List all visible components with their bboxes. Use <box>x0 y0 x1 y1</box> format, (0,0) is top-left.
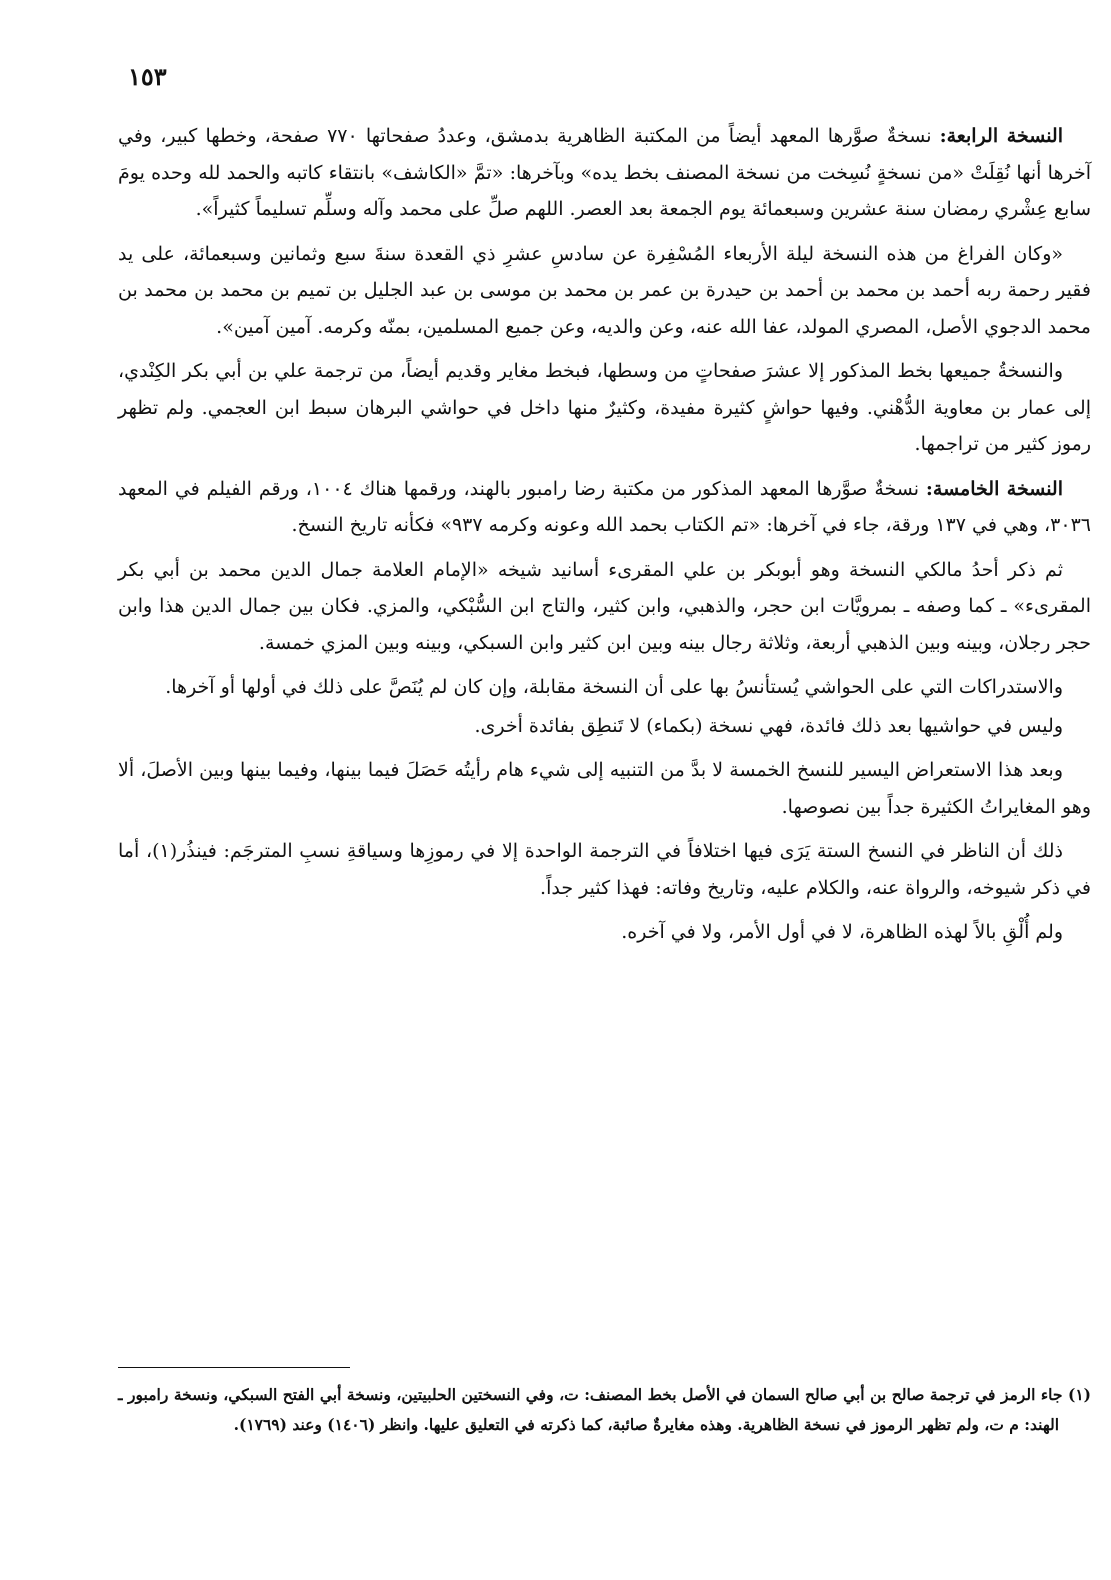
paragraph-hand-description <box>118 353 1091 463</box>
paragraph-owners <box>118 552 1091 662</box>
paragraph-closing <box>118 914 1091 951</box>
paragraph-margins <box>118 708 1091 745</box>
paragraph-colophon <box>118 236 1091 346</box>
paragraph-differences <box>118 833 1091 906</box>
paragraph-text: وليس في حواشيها بعد ذلك فائدة، فهي نسخة (بكماء) لا تَنطِق بفائدة أخرى. <box>474 714 1063 737</box>
footnote-divider <box>118 1367 350 1368</box>
paragraph-text: وبعد هذا الاستعراض اليسير للنسخ الخمسة لا بدَّ من التنبيه إلى شيء هام رأيتُه حَصَلَ فيما بينها، وفيما بينها وبين الأصلَ، ألا وهو المغايراتُ الكثيرة جداً بين نصوصها. <box>118 759 1091 818</box>
paragraph-text: والنسخةُ جميعها بخط المذكور إلا عشرَ صفحاتٍ من وسطها، فبخط مغاير وقديم أيضاً، من ترجمة علي بن أبي بكر الكِنْدي، إلى عمار بن معاوية الدُّهْني. وفيها حواشٍ كثيرة مفيدة، وكثيرٌ منها داخل في حواشي البرهان سبط ابن العجمي. ولم تظهر رموز كثير من تراجمها. <box>118 360 1091 455</box>
section-heading-fourth-copy: النسخة الرابعة: <box>939 125 1063 147</box>
paragraph-text: ذلك أن الناظر في النسخ الستة يَرَى فيها اختلافاً في الترجمة الواحدة إلا في رموزِها وسياقةِ نسبِ المترجَم: فينذُر(١)، أما في ذكر شيوخه، والرواة عنه، والكلام عليه، وتاريخ وفاته: فهذا كثير جداً. <box>118 840 1091 899</box>
footnotes <box>118 1380 1091 1440</box>
footnote-1: (١) جاء الرمز في ترجمة صالح بن أبي صالح السمان في الأصل بخط المصنف: ت، وفي النسختين الحلبيتين، ونسخة أبي الفتح السبكي، ونسخة رامبور ـ الهند: م ت، ولم تظهر الرموز في نسخة الظاهرية. وهذه مغايرةٌ صائبة، كما ذكرته في التعليق عليها. وانظر (١٤٠٦) وعند (١٧٦٩). <box>118 1385 1091 1434</box>
main-text <box>118 118 1091 959</box>
paragraph-text: ولم أُلْقِ بالاً لهذه الظاهرة، لا في أول الأمر، ولا في آخره. <box>621 921 1063 943</box>
section-heading-fifth-copy: النسخة الخامسة: <box>925 477 1064 500</box>
book-page <box>118 58 1091 1558</box>
paragraph-review <box>118 752 1091 825</box>
paragraph-text: ثم ذكر أحدُ مالكي النسخة وهو أبوبكر بن علي المقرىء أسانيد شيخه «الإمام العلامة جمال الدين محمد بن أبي بكر المقرىء» ـ كما وصفه ـ بمرويَّات ابن حجر، والذهبي، وابن كثير، والتاج ابن السُّبْكي، والمزي. فكان بين جمال الدين هذا وابن حجر رجلان، وبينه وبين الذهبي أربعة، وثلاثة رجال بينه وبين ابن كثير وابن السبكي، وبينه وبين المزي خمسة. <box>118 558 1091 654</box>
page-number: ١٥٣ <box>128 62 167 91</box>
paragraph-4th-copy <box>118 118 1091 228</box>
paragraph-text: والاستدراكات التي على الحواشي يُستأنسُ بها على أن النسخة مقابلة، وإن كان لم يُنَصَّ على ذلك في أولها أو آخرها. <box>165 676 1063 698</box>
paragraph-text: نسخةٌ صوَّرها المعهد أيضاً من المكتبة الظاهرية بدمشق، وعددُ صفحاتها ٧٧٠ صفحة، وخطها كبير، وفي آخرها أنها نُقِلَتْ «من نسخةٍ نُسِخت من نسخة المصنف بخط يده» وبآخرها: «تمَّ «الكاشف» بانتقاء كاتبه والحمد لله وحده يومَ سابع عِشْري رمضان سنة عشرين وسبعمائة يوم الجمعة بعد العصر. اللهم صلِّ على محمد وآله وسلِّم تسليماً كثيراً». <box>118 125 1091 220</box>
paragraph-text: «وكان الفراغ من هذه النسخة ليلة الأربعاء المُسْفِرة عن سادسِ عشرِ ذي القعدة سنةَ سبع وثمانين وسبعمائة، على يد فقير رحمة ربه أحمد بن محمد بن أحمد بن حيدرة بن عمر بن محمد بن موسى بن عبد الجليل بن تميم بن محمد بن محمد بن محمد الدجوي الأصل، المصري المولد، عفا الله عنه، وعن والديه، وعن جميع المسلمين، بمنّه وكرمه. آمين آمين». <box>118 242 1091 338</box>
paragraph-text: نسخةٌ صوَّرها المعهد المذكور من مكتبة رضا رامبور بالهند، ورقمها هناك ١٠٠٤، ورقم الفيلم في المعهد ٣٠٣٦، وهي في ١٣٧ ورقة، جاء في آخرها: «تم الكتاب بحمد الله وعونه وكرمه ٩٣٧» فكأنه تاريخ النسخ. <box>118 477 1091 536</box>
paragraph-corrections <box>118 669 1091 706</box>
paragraph-5th-copy <box>118 471 1091 544</box>
